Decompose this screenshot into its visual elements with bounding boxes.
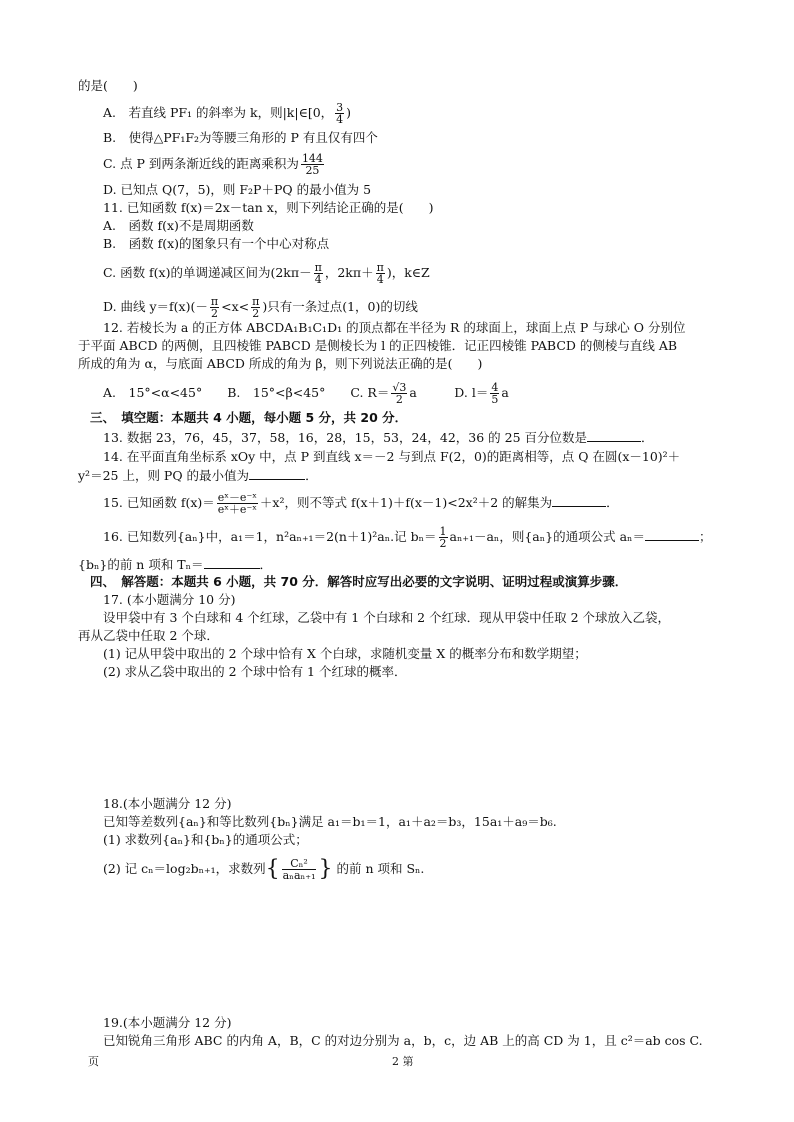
q12-stem-3: 所成的角为 α，与底面 ABCD 所成的角为 β，则下列说法正确的是( ): [78, 356, 483, 371]
q17-heading: 17. (本小题满分 10 分): [103, 592, 236, 607]
q13-end: ．: [641, 430, 654, 445]
q14-text: y²＝25 上，则 PQ 的最小值为: [78, 468, 250, 483]
q17-stem-1: 设甲袋中有 3 个白球和 4 个红球，乙袋中有 1 个白球和 2 个红球．现从甲袋中任取 2 个球放入乙袋，: [103, 610, 671, 625]
fraction-1-2: [439, 526, 448, 549]
frac-den: eˣ＋e⁻ˣ: [217, 503, 257, 516]
q19-stem: 已知锐角三角形 ABC 的内角 A，B，C 的对边分别为 a，b，c，边 AB 上的高 CD 为 1，且 c²＝ab cos C.: [103, 1033, 703, 1048]
answer-blank[interactable]: [204, 556, 260, 569]
frac-num: eˣ－e⁻ˣ: [217, 491, 257, 504]
q11d-end: )只有一条过点(1，0)的切线: [262, 299, 418, 314]
frac-num: 4: [491, 381, 499, 394]
q13: [103, 429, 654, 446]
q18-stem: 已知等差数列{aₙ}和等比数列{bₙ}满足 a₁＝b₁＝1，a₁＋a₂＝b₃，15a₁＋a₉＝b₆.: [103, 814, 557, 829]
frac-num: √3: [392, 381, 407, 394]
fraction-3-4: [335, 102, 344, 125]
q16-text-2: aₙ₊₁－aₙ，则{aₙ}的通项公式 aₙ＝: [449, 529, 645, 544]
q16-text: 16. 已知数列{aₙ}中，a₁＝1，n²aₙ₊₁＝2(n＋1)²aₙ.记 bₙ＝: [103, 529, 437, 544]
q10-option-a: [103, 102, 351, 125]
q10a-text: A. 若直线 PF₁ 的斜率为 k，则|k|∈[0，: [103, 105, 334, 120]
frac-den: 5: [491, 393, 499, 406]
q17-part-1: (1) 记从甲袋中取出的 2 个球中恰有 X 个白球，求随机变量 X 的概率分布和数学期望；: [103, 646, 587, 661]
fraction-c-over-aa: [282, 858, 317, 881]
frac-den: 2: [210, 307, 218, 320]
q18-part2-end: 的前 n 项和 Sₙ.: [336, 861, 425, 876]
frac-num: Cₙ²: [282, 858, 317, 870]
frac-den: 25: [305, 164, 320, 177]
q18-part2-text: (2) 记 cₙ＝log₂bₙ₊₁，求数列: [103, 861, 266, 876]
frac-den: 2: [439, 537, 447, 550]
frac-num: π: [210, 295, 219, 308]
line-continuation: 的是( ): [78, 78, 138, 93]
frac-num: 1: [439, 525, 447, 538]
q14-line-1: 14. 在平面直角坐标系 xOy 中，点 P 到直线 x＝－2 与到点 F(2，0)的距离相等，点 Q 在圆(x－10)²＋: [103, 449, 681, 464]
q11-stem: 11. 已知函数 f(x)＝2x－tan x，则下列结论正确的是( ): [103, 200, 434, 215]
q10-option-d: D. 已知点 Q(7，5)，则 F₂P＋PQ 的最小值为 5: [103, 182, 372, 197]
frac-num: π: [252, 295, 260, 308]
footer-page-number: 2 第: [392, 1055, 414, 1068]
answer-blank[interactable]: [587, 429, 641, 442]
frac-den: aₙaₙ₊₁: [282, 869, 316, 882]
frac-den: 2: [395, 393, 403, 406]
q10-option-b: B. 使得△PF₁F₂为等腰三角形的 P 有且仅有四个: [103, 130, 378, 145]
q11c-mid: ，2kπ＋: [324, 265, 374, 280]
q16-line-2: [78, 556, 272, 573]
q11-option-a: A. 函数 f(x)不是周期函数: [103, 218, 254, 233]
fraction-exp: [217, 492, 258, 515]
q10-option-c: [103, 153, 326, 176]
q17-stem-2: 再从乙袋中任取 2 个球．: [78, 628, 219, 643]
q11c-text: C. 函数 f(x)的单调递减区间为(2kπ－: [103, 265, 312, 280]
answer-blank[interactable]: [645, 528, 699, 541]
frac-den: 4: [376, 273, 384, 286]
q16-line-1: [103, 526, 711, 549]
q10a-end: ): [346, 105, 352, 120]
section-4-heading: 四、 解答题：本题共 6 小题，共 70 分．解答时应写出必要的文字说明、证明过程或演算步骤．: [90, 574, 628, 589]
q11-option-d: [103, 296, 418, 319]
q19-heading: 19.(本小题满分 12 分): [103, 1015, 232, 1030]
q15-text: 15. 已知函数 f(x)＝: [103, 495, 215, 510]
q17-part-2: (2) 求从乙袋中取出的 2 个球中恰有 1 个红球的概率．: [103, 664, 407, 679]
fraction-sqrt3-2: [391, 382, 407, 405]
q11-option-b: B. 函数 f(x)的图象只有一个中心对称点: [103, 236, 330, 251]
q12-options-end: a: [501, 385, 509, 400]
q15: [103, 492, 619, 515]
frac-den: 4: [314, 273, 322, 286]
frac-num: 3: [336, 101, 344, 114]
q16-text-3: {bₙ}的前 n 项和 Tₙ＝: [78, 557, 204, 572]
q15-text-2: ＋x²，则不等式 f(x＋1)＋f(x－1)<2x²＋2 的解集为: [259, 495, 553, 510]
q14-end: ．: [305, 468, 318, 483]
fraction-pi-2: [251, 296, 260, 319]
fraction-pi-4: [376, 262, 385, 285]
q18-heading: 18.(本小题满分 12 分): [103, 796, 232, 811]
q12-stem-2: 于平面 ABCD 的两侧，且四棱锥 PABCD 是侧棱长为 l 的正四棱锥．记正四棱锥 PABCD 的侧棱与直线 AB: [78, 338, 678, 353]
frac-num: π: [376, 261, 384, 274]
section-3-heading: 三、 填空题：本题共 4 小题，每小题 5 分，共 20 分．: [90, 410, 408, 425]
fraction-4-5: [490, 382, 499, 405]
fraction-144-25: [301, 153, 324, 176]
brace-left: {: [265, 856, 280, 882]
q18-part-1: (1) 求数列{aₙ}和{bₙ}的通项公式；: [103, 832, 308, 847]
frac-den: 2: [252, 307, 260, 320]
q12-options-a-c: A. 15°<α<45° B. 15°<β<45° C. R＝: [103, 385, 390, 400]
q13-text: 13. 数据 23，76，45，37，58，16，28，15，53，24，42，36 的 25 百分位数是: [103, 430, 588, 445]
q12-stem-1: 12. 若棱长为 a 的正方体 ABCDA₁B₁C₁D₁ 的顶点都在半径为 R 的球面上，球面上点 P 与球心 O 分别位: [103, 320, 686, 335]
frac-num: π: [314, 261, 322, 274]
fraction-pi-2: [210, 296, 219, 319]
q16-end: ；: [698, 529, 712, 544]
q11c-end: )，k∈Z: [386, 265, 430, 280]
answer-blank[interactable]: [249, 467, 305, 480]
q11-option-c: [103, 262, 430, 285]
frac-den: 4: [336, 113, 344, 126]
brace-right: }: [318, 856, 333, 882]
fraction-pi-4: [314, 262, 323, 285]
q11d-mid: <x<: [221, 299, 250, 314]
q16-end-2: ．: [259, 557, 273, 572]
q11d-text: D. 曲线 y＝f(x)(－: [103, 299, 208, 314]
q12-options: [103, 382, 509, 405]
q12-options-d: a D. l＝: [409, 385, 489, 400]
footer-left: 页: [88, 1055, 99, 1068]
q18-part-2: [103, 858, 424, 881]
answer-blank[interactable]: [552, 494, 606, 507]
q14-line-2: [78, 467, 318, 484]
q15-end: ．: [606, 495, 619, 510]
frac-num: 144: [301, 152, 323, 165]
q10c-text: C. 点 P 到两条渐近线的距离乘积为: [103, 156, 299, 171]
